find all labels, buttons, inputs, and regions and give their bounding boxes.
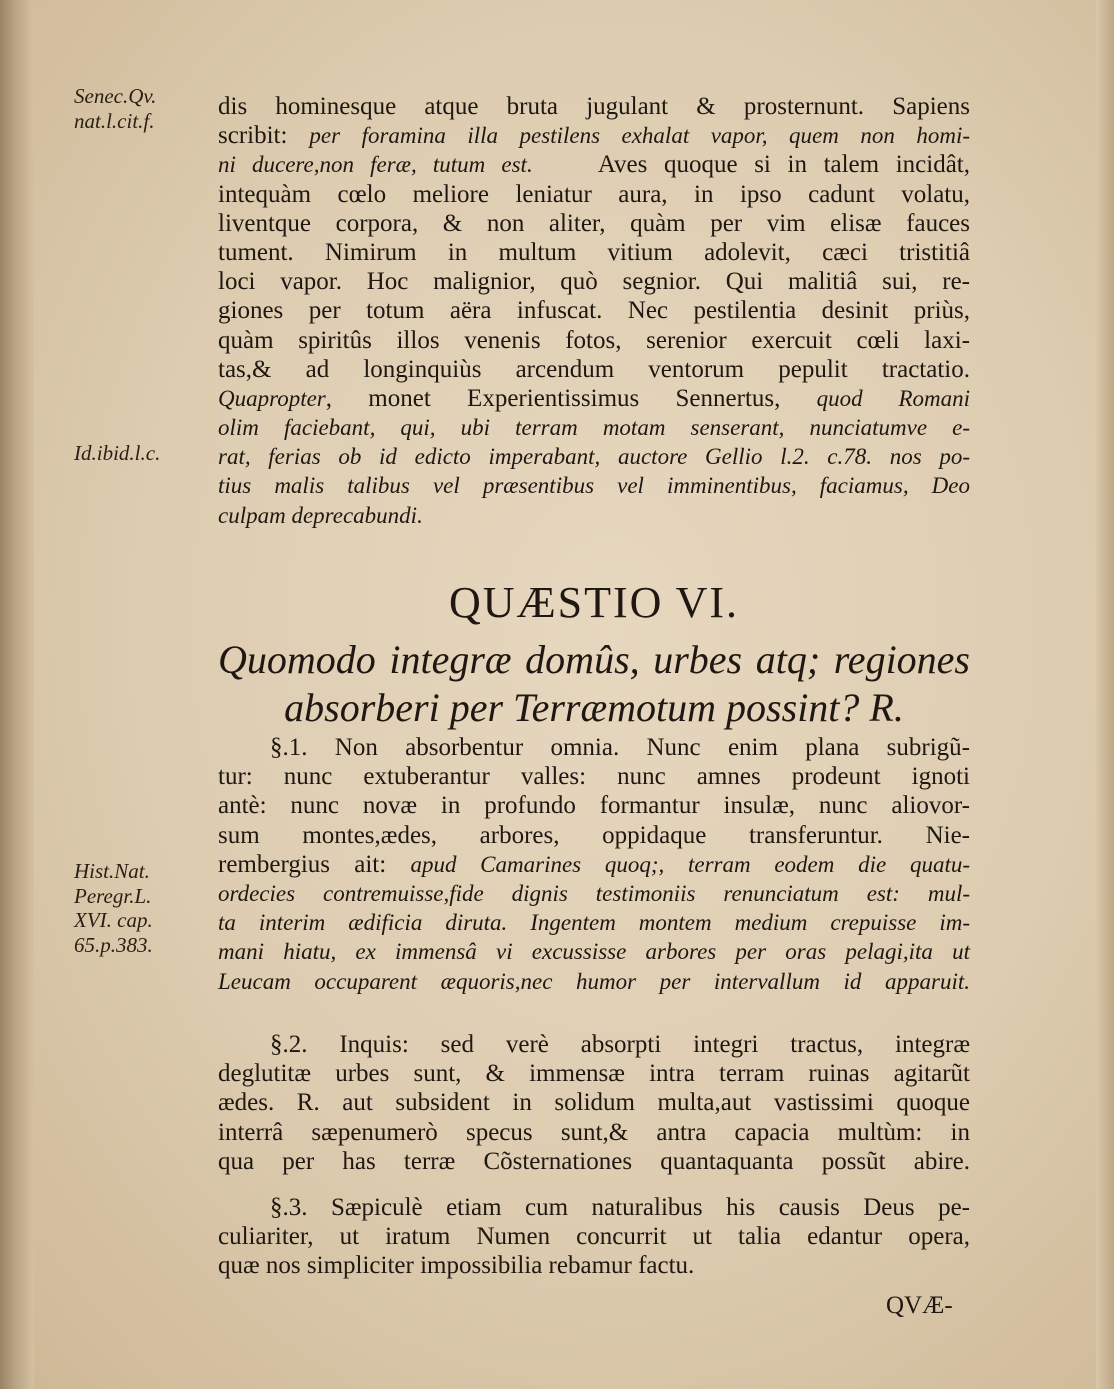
text-roman: scribit: — [218, 122, 288, 150]
margin-note-line: nat.l.cit.f. — [74, 108, 155, 133]
text-line: loci vapor. Hoc malignior, quò segnior. Qui malitiâ sui, re- — [218, 268, 970, 296]
text-roman: rembergius ait: — [218, 850, 387, 878]
text-line — [218, 850, 970, 879]
text-line: sum montes,ædes, arbores, oppidaque transferuntur. Nie- — [218, 821, 970, 849]
margin-note-line: XVI. cap. — [74, 908, 153, 932]
text-line: qua per has terræ Cõsternationes quantaquanta possũt abire. — [218, 1147, 970, 1175]
text-line: giones per totum aëra infuscat. Nec pestilentia desinit priùs, — [218, 297, 970, 325]
text-line: tas,& ad longinquiùs arcendum ventorum pepulit tractatio. — [218, 355, 970, 383]
subheading-line: Quomodo integræ domûs, urbes atq; regiones — [218, 637, 970, 682]
text-line: intequàm cœlo meliore leniatur aura, in ipso cadunt volatu, — [218, 180, 970, 208]
margin-note-line: Hist.Nat. — [74, 859, 150, 883]
page-edge — [1096, 0, 1114, 1389]
question-heading: QUÆSTIO VI. — [448, 578, 740, 627]
text-line — [218, 150, 970, 179]
text-line — [218, 121, 970, 150]
text-line: ædes. R. aut subsident in solidum multa,aut vastissimi quoque — [218, 1089, 970, 1117]
text-line-italic: culpam deprecabundi. — [218, 502, 423, 528]
text-italic-quote: per foramina illa pestilens exhalat vapor, quem non homi- — [309, 123, 970, 149]
text-line: quæ nos simpliciter impossibilia rebamur factu. — [218, 1252, 695, 1280]
subheading-line: absorberi per Terræmotum possint? R. — [284, 685, 904, 730]
text-line: antè: nunc novæ in profundo formantur insulæ, nunc aliovor- — [218, 792, 970, 820]
section-1 — [218, 733, 970, 996]
margin-note-seneca — [74, 84, 208, 133]
text-italic: quod Romani — [816, 385, 970, 411]
text-line-italic: olim faciebant, qui, ubi terram motam senserant, nunciatumve e- — [218, 415, 970, 441]
margin-note-line: Peregr.L. — [74, 883, 152, 908]
text-line-italic: ordecies contremuisse,fide dignis testimoniis renunciatum est: mul- — [218, 880, 970, 906]
question-subheading — [218, 636, 970, 732]
text-line: culiariter, ut iratum Numen concurrit ut talia edantur opera, — [218, 1223, 970, 1251]
text-roman: , monet Experientissimus Sennertus, — [325, 384, 781, 412]
text-line: quàm spiritûs illos venenis fotos, serenior exercuit cœli laxi- — [218, 326, 970, 354]
text-line: deglutitæ urbes sunt, & immensæ intra terram ruinas agitarũt — [218, 1060, 970, 1088]
text-line: liventque corpora, & non aliter, quàm per vim elisæ fauces — [218, 209, 970, 237]
text-line: §.1. Non absorbentur omnia. Nunc enim plana subrigũ- — [270, 734, 970, 761]
text-line-italic: Leucam occuparent æquoris,nec humor per intervallum id apparuit. — [218, 968, 970, 994]
section-2 — [218, 1030, 970, 1176]
margin-note-line: Id.ibid.l.c. — [74, 441, 161, 465]
text-line: dis hominesque atque bruta jugulant & prosternunt. Sapiens — [218, 93, 970, 120]
text-line: tument. Nimirum in multum vitium adolevit, cæci tristitiâ — [218, 238, 970, 266]
margin-note-idem — [74, 441, 208, 466]
text-line-italic: rat, ferias ob id edicto imperabant, auctore Gellio l.2. c.78. nos po- — [218, 444, 970, 470]
text-italic: Quapropter — [218, 385, 326, 411]
text-roman: Aves quoque si in talem incidât, — [597, 151, 970, 179]
text-italic-quote: apud Camarines quoq;, terram eodem die quatu- — [410, 851, 970, 877]
section-3 — [218, 1193, 970, 1281]
opening-paragraph — [218, 92, 970, 530]
text-line: §.3. Sæpiculè etiam cum naturalibus his causis Deus pe- — [270, 1194, 970, 1221]
page-binding-shadow — [0, 0, 34, 1389]
margin-note-line: 65.p.383. — [74, 932, 153, 957]
margin-note-line: Senec.Qv. — [74, 84, 157, 108]
text-line — [218, 384, 970, 413]
text-line: tur: nunc extuberantur valles: nunc amnes prodeunt ignoti — [218, 763, 970, 791]
text-line: interrâ sæpenumerò specus sunt,& antra capacia multùm: in — [218, 1118, 970, 1146]
catchword: QVÆ- — [886, 1292, 953, 1319]
text-line-italic: ta interim ædificia diruta. Ingentem montem medium crepuisse im- — [218, 910, 970, 936]
text-line-italic: tius malis talibus vel præsentibus vel imminentibus, faciamus, Deo — [218, 473, 970, 499]
text-line: §.2. Inquis: sed verè absorpti integri tractus, integræ — [270, 1031, 970, 1058]
margin-note-historia — [74, 859, 208, 957]
text-line-italic: mani hiatu, ex immensâ vi excussisse arbores per oras pelagi,ita ut — [218, 939, 970, 965]
text-italic-quote: ni ducere,non feræ, tutum est. — [218, 152, 533, 178]
